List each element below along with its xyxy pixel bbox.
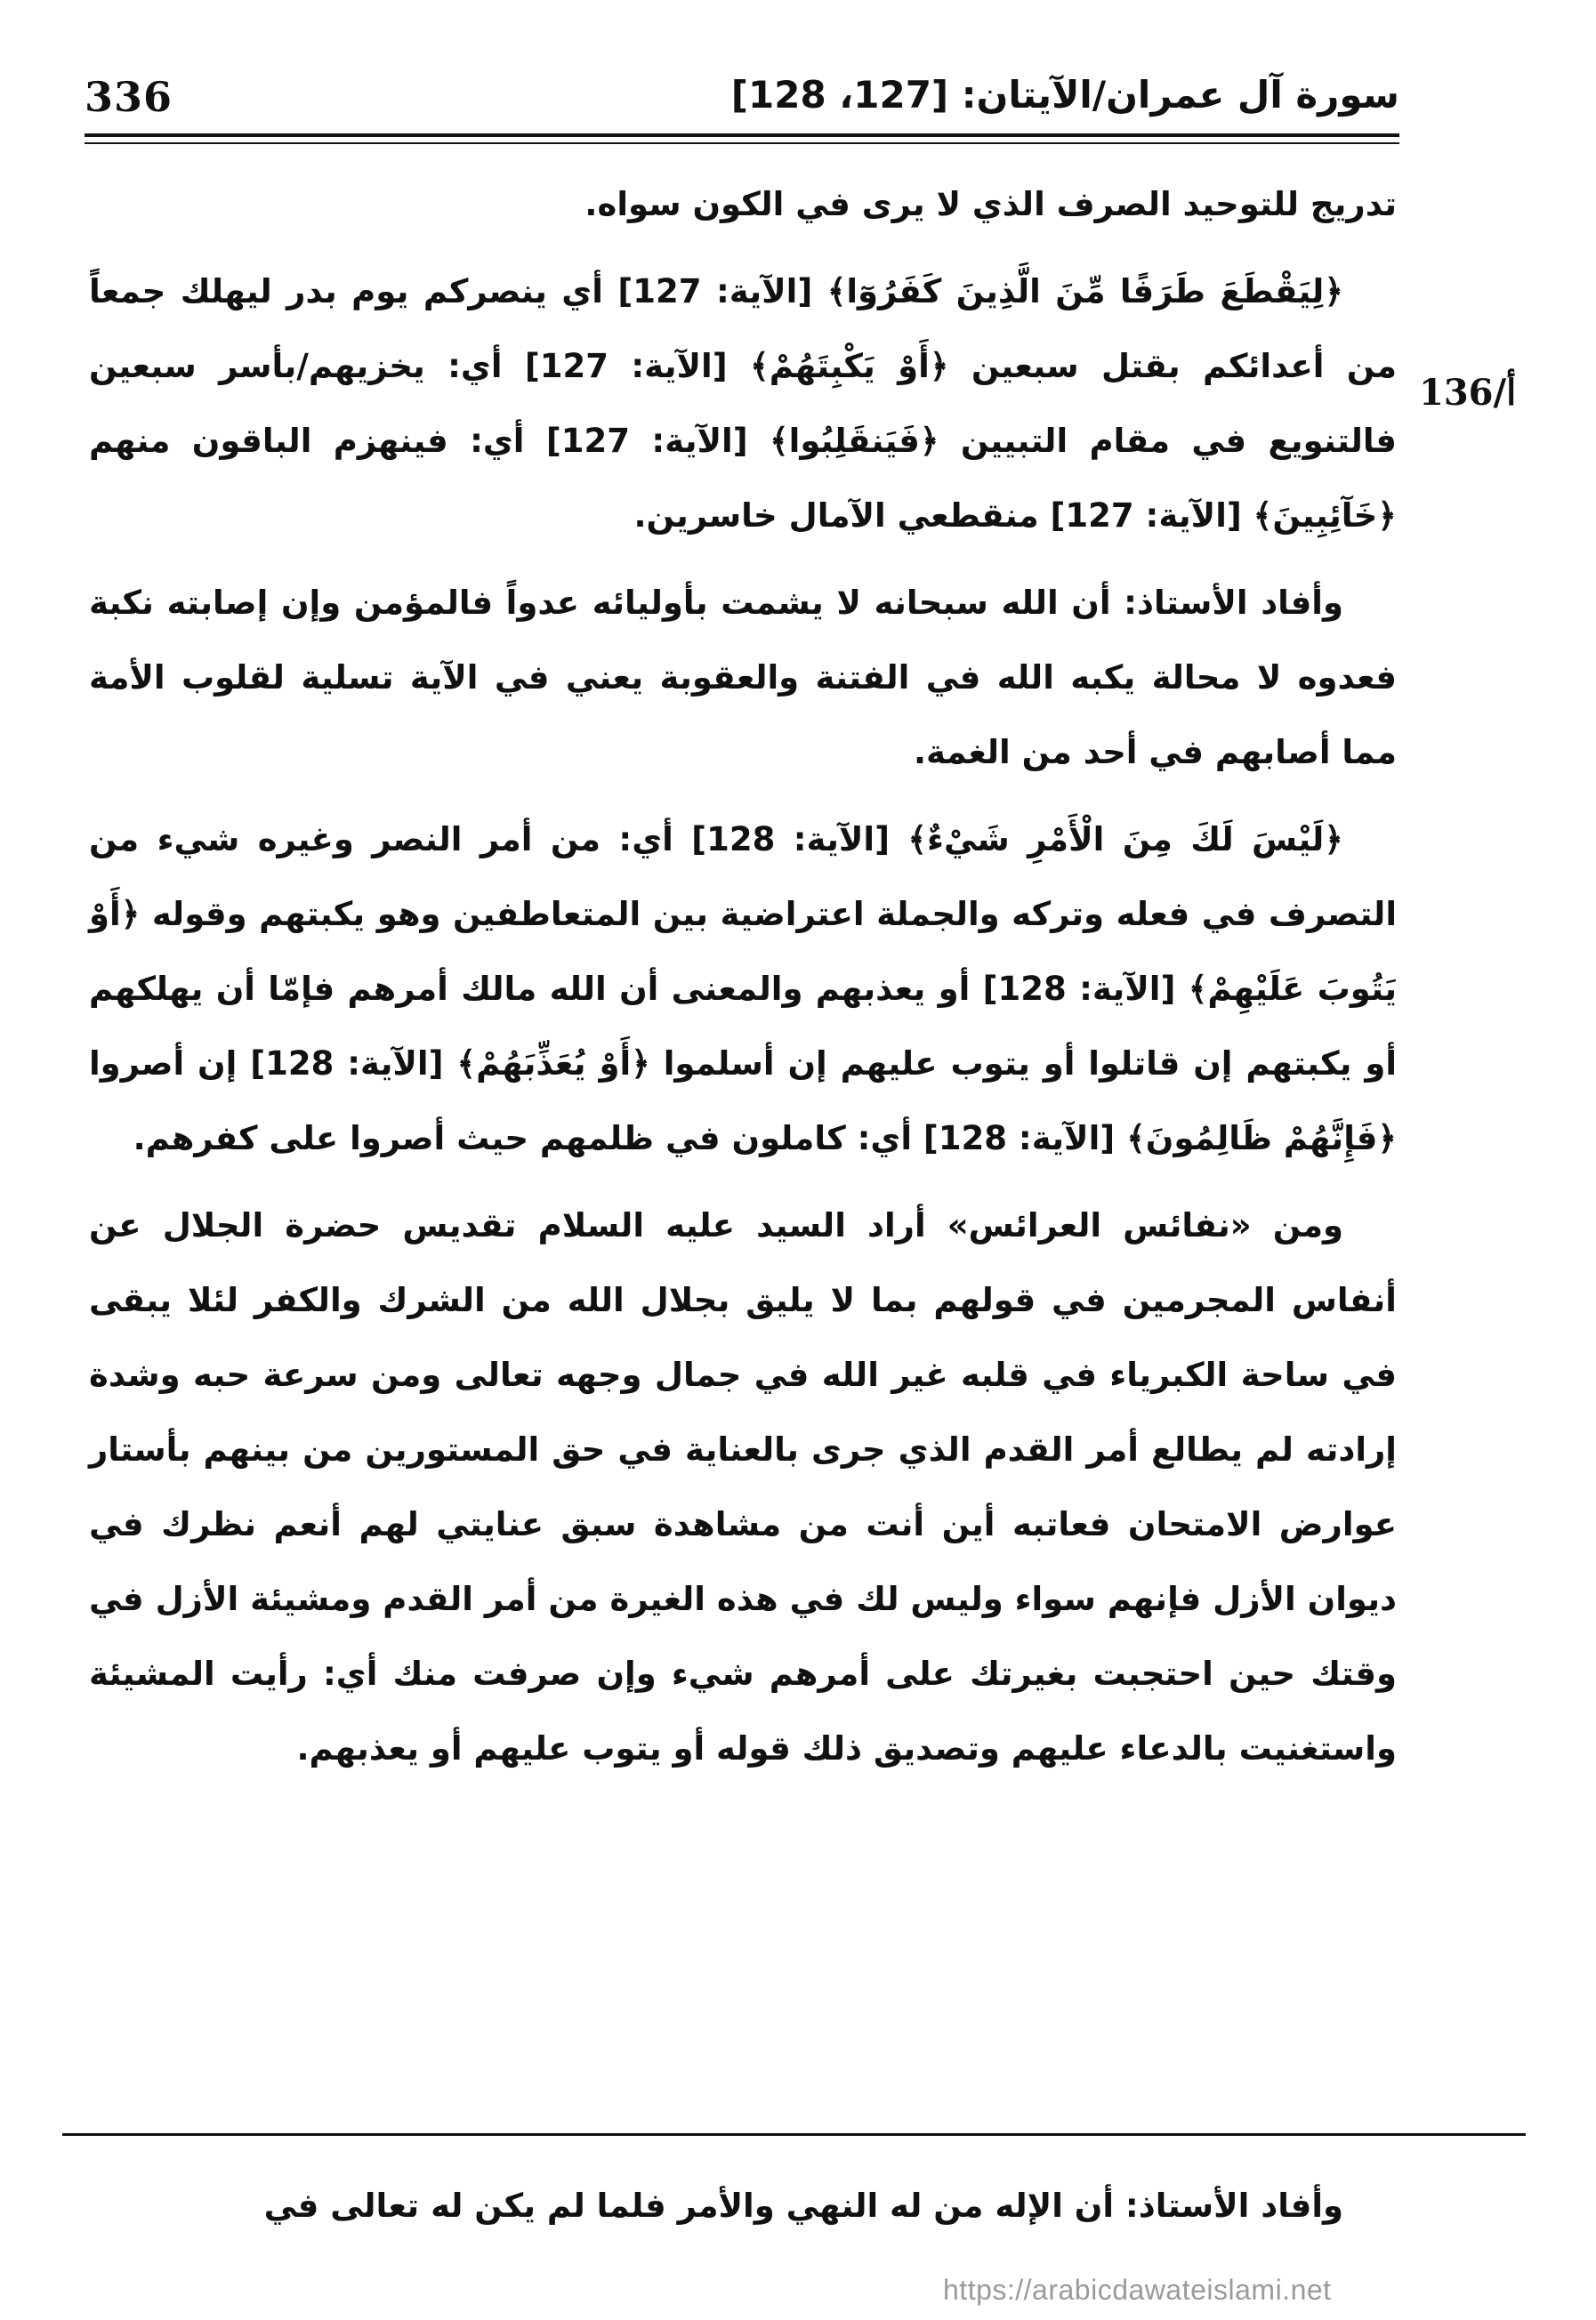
page-number: 336 bbox=[85, 73, 173, 121]
watermark-url: https://arabicdawateislami.net bbox=[943, 2274, 1332, 2306]
paragraph-2: ﴿لِيَقْطَعَ طَرَفًا مِّنَ الَّذِينَ كَفَرُوٓا﴾ [الآية: 127] أي ينصركم يوم بدر ليهلك جمعاً من أعدائكم بقتل سبعين ﴿أَوْ يَكْبِتَهُمْ﴾ [الآية: 127] أي: يخزيهم/بأسر سبعين فالتنويع في مقام التبيين ﴿فَيَنقَلِبُوا﴾ [الآية: 127] أي: فينهزم الباقون منهم ﴿خَآئِبِينَ﴾ [الآية: 127] منقطعي الآمال خاسرين. bbox=[89, 272, 1397, 535]
page-header bbox=[85, 69, 1399, 132]
footnote-text: وأفاد الأستاذ: أن الإله من له النهي والأمر فلما لم يكن له تعالى في bbox=[263, 2187, 1343, 2225]
margin-folio-note: 136/أ bbox=[1419, 372, 1517, 414]
paragraph-4: ﴿لَيْسَ لَكَ مِنَ الْأَمْرِ شَيْءٌ﴾ [الآية: 128] أي: من أمر النصر وغيره شيء من التصرف في فعله وتركه والجملة اعتراضية بين المتعاطفين وهو يكبتهم وقوله ﴿أَوْ يَتُوبَ عَلَيْهِمْ﴾ [الآية: 128] أو يعذبهم والمعنى أن الله مالك أمرهم فإمّا أن يهلكهم أو يكبتهم إن قاتلوا أو يتوب عليهم إن أسلموا ﴿أَوْ يُعَذِّبَهُمْ﴾ [الآية: 128] إن أصروا ﴿فَإِنَّهُمْ ظَالِمُونَ﴾ [الآية: 128] أي: كاملون في ظلمهم حيث أصروا على كفرهم. bbox=[89, 820, 1397, 1157]
paragraph-1: تدريج للتوحيد الصرف الذي لا يرى في الكون سواه. bbox=[584, 185, 1397, 223]
header-rule-thick bbox=[85, 133, 1399, 137]
footnote-separator bbox=[62, 2133, 1526, 2136]
paragraph-5: ومن «نفائس العرائس» أراد السيد عليه السلام تقديس حضرة الجلال عن أنفاس المجرمين في قولهم بما لا يليق بجلال الله من الشرك والكفر لئلا يبقى في ساحة الكبرياء في قلبه غير الله في جمال وجهه تعالى ومن سرعة حبه وشدة إرادته لم يطالع أمر القدم الذي جرى بالعناية في حق المستورين من بينهم بأستار عوارض الامتحان فعاتبه أين أنت من مشاهدة سبق عنايتي لهم أنعم نظرك في ديوان الأزل فإنهم سواء وليس لك في هذه الغيرة من أمر القدم ومشيئة الأزل في وقتك حين احتجبت بغيرتك على أمرهم شيء وإن صرفت منك أي: رأيت المشيئة واستغنيت بالدعاء عليهم وتصديق ذلك قوله أو يتوب عليهم أو يعذبهم. bbox=[89, 1206, 1397, 1768]
header-rule-thin bbox=[85, 142, 1399, 144]
paragraph-3: وأفاد الأستاذ: أن الله سبحانه لا يشمت بأوليائه عدواً فالمؤمن وإن إصابته نكبة فعدوه لا محالة يكبه الله في الفتنة والعقوبة يعني في الآية تسلية لقلوب الأمة مما أصابهم في أحد من الغمة. bbox=[89, 584, 1397, 771]
running-title: سورة آل عمران/الآيتان: [127، 128] bbox=[730, 73, 1399, 117]
main-text bbox=[89, 167, 1397, 1795]
